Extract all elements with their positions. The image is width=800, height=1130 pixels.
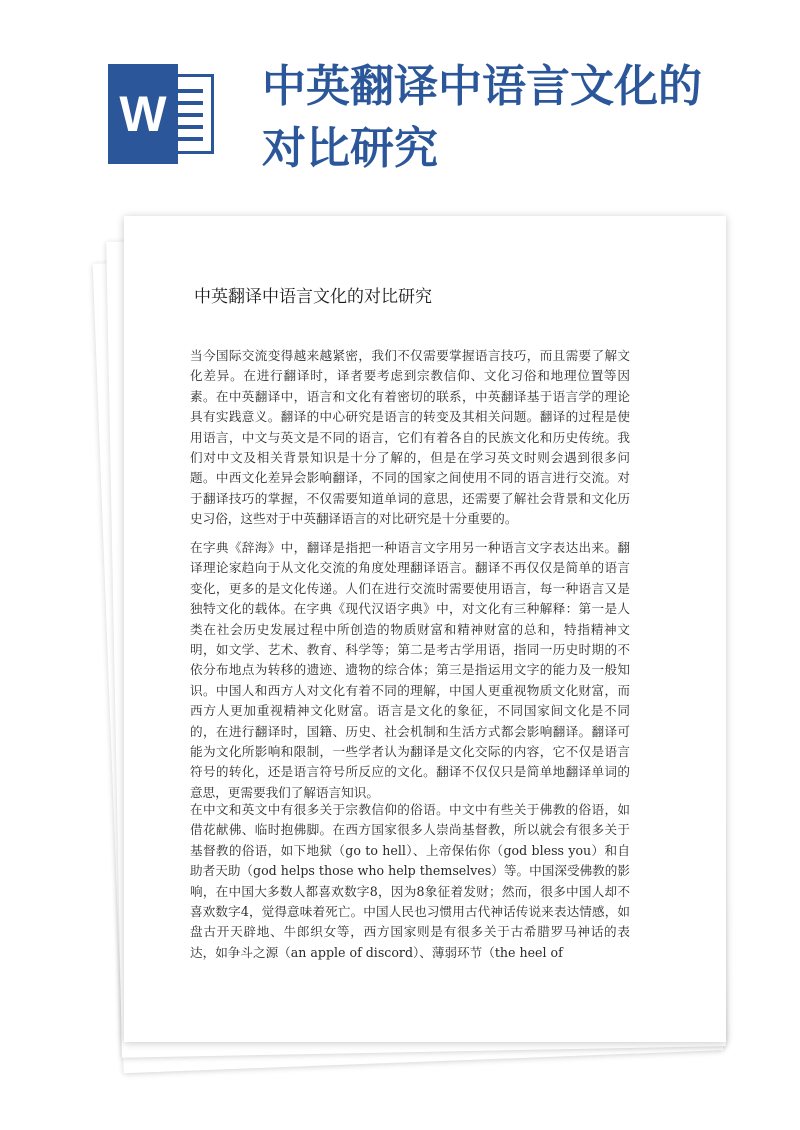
page-title: 中英翻译中语言文化的对比研究: [262, 61, 702, 174]
word-document-icon: [108, 64, 218, 164]
word-letter-badge: W: [108, 64, 178, 164]
document-paragraph: 在字典《辞海》中，翻译是指把一种语言文字用另一种语言文字表达出来。翻译理论家趋向于从文化交流的角度处理翻译语言。翻译不再仅仅是简单的语言变化，更多的是文化传递。人们在进行交流时需要使用语言，每一种语言又是独特文化的载体。在字典《现代汉语字典》中，对文化有三种解释：第一是人类在社会历史发展过程中所创造的物质财富和精神财富的总和，特指精神文明，如文学、艺术、教育、科学等；第二是考古学用语，指同一历史时期的不依分布地点为转移的遗迹、遗物的综合体；第三是指运用文字的能力及一般知识。中国人和西方人对文化有着不同的理解，中国人更重视物质文化财富，而西方人更加重视精神文化财富。语言是文化的象征，不同国家间文化是不同的，在进行翻译时，国籍、历史、社会机制和生活方式都会影响翻译。翻译可能为文化所影响和限制，一些学者认为翻译是文化交际的内容，它不仅是语言符号的转化，还是语言符号所反应的文化。翻译不仅仅只是简单地翻译单词的意思，更需要我们了解语言知识。: [190, 540, 630, 800]
document-paragraph: 在中文和英文中有很多关于宗教信仰的俗语。中文中有些关于佛教的俗语，如借花献佛、临时抱佛脚。在西方国家很多人崇尚基督教，所以就会有很多关于基督教的俗语，如下地狱（go to hell）、上帝保佑你（god bless you）和自助者天助（god helps those who help themselves）等。中国深受佛教的影响，在中国大多数人都喜欢数字8，因为8象征着发财；然而，很多中国人却不喜欢数字4，觉得意味着死亡。中国人民也习惯用古代神话传说来表达情感，如盘古开天辟地、牛郎织女等，西方国家则是有很多关于古希腊罗马神话的表达，如争斗之源（an apple of discord）、薄弱环节（the heel of: [190, 802, 630, 960]
document-title: 中英翻译中语言文化的对比研究: [194, 287, 432, 307]
document-paragraph: 当今国际交流变得越来越紧密，我们不仅需要掌握语言技巧，而且需要了解文化差异。在进行翻译时，译者要考虑到宗教信仰、文化习俗和地理位置等因素。在中英翻译中，语言和文化有着密切的联系，中英翻译基于语言学的理论具有实践意义。翻译的中心研究是语言的转变及其相关问题。翻译的过程是使用语言，中文与英文是不同的语言，它们有着各自的民族文化和历史传统。我们对中文及相关背景知识是十分了解的，但是在学习英文时则会遇到很多问题。中西文化差异会影响翻译，不同的国家之间使用不同的语言进行交流。对于翻译技巧的掌握，不仅需要知道单词的意思，还需要了解社会背景和文化历史习俗，这些对于中英翻译语言的对比研究是十分重要的。: [190, 348, 630, 527]
